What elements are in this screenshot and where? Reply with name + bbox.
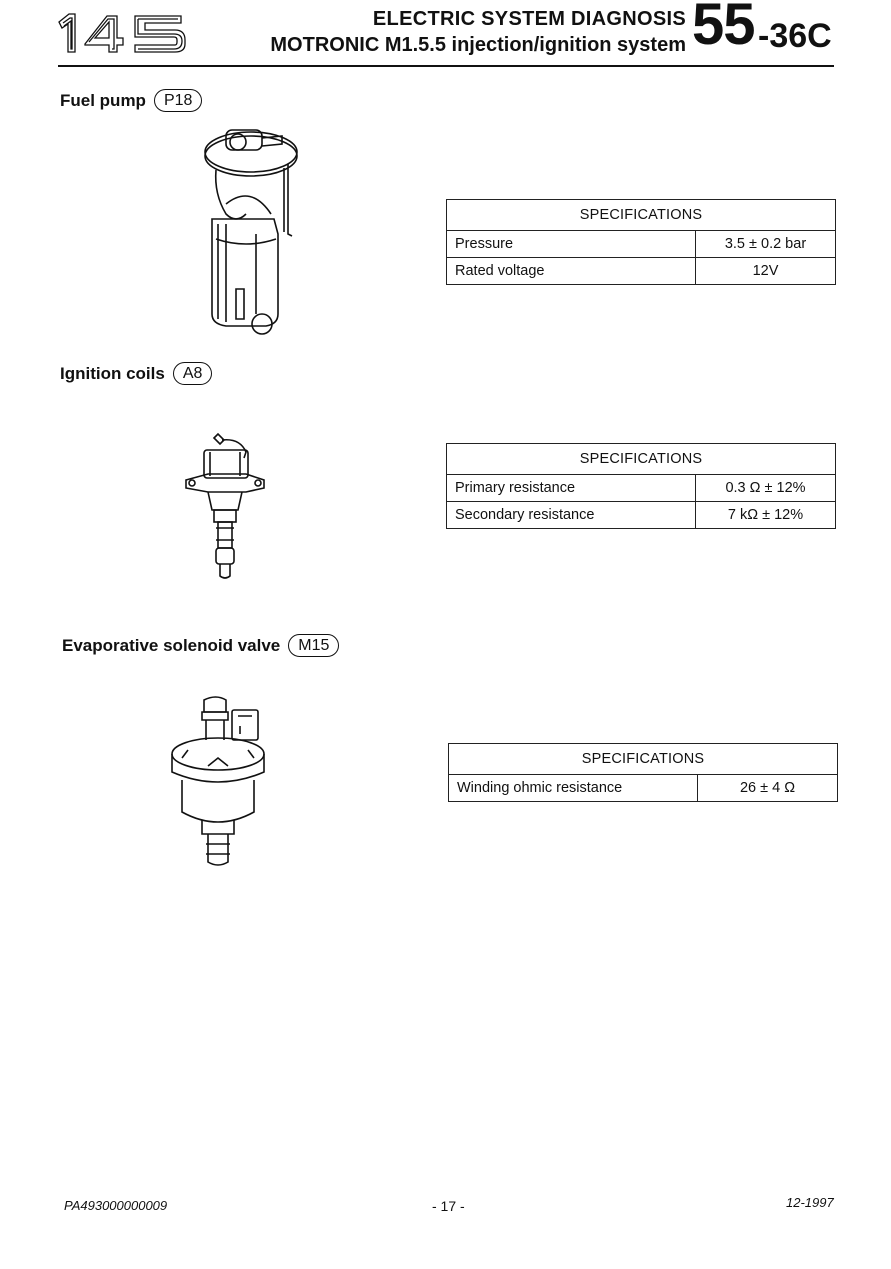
spec-value: 3.5 ± 0.2 bar (696, 231, 836, 258)
table-row (447, 502, 836, 529)
spec-label: Pressure (447, 231, 696, 258)
section-title: Evaporative solenoid valve (62, 635, 281, 655)
spec-label: Winding ohmic resistance (449, 775, 698, 802)
header-title-line1: ELECTRIC SYSTEM DIAGNOSIS (372, 8, 686, 30)
spec-header: SPECIFICATIONS (449, 744, 838, 775)
solenoid-valve-icon (168, 692, 278, 872)
solenoid-valve-spec-table (448, 743, 838, 802)
document-reference: PA493000000009 (64, 1198, 168, 1213)
section-code: -36C (758, 17, 832, 55)
section-title: Fuel pump (60, 90, 146, 110)
component-code-badge: M15 (288, 634, 339, 657)
spec-header: SPECIFICATIONS (447, 444, 836, 475)
model-logo (55, 8, 195, 58)
section-number: 55 (692, 0, 755, 57)
header-divider (58, 65, 834, 67)
spec-value: 0.3 Ω ± 12% (696, 475, 836, 502)
spec-value: 7 kΩ ± 12% (696, 502, 836, 529)
ignition-coils-heading (60, 362, 212, 385)
ignition-coils-spec-table (446, 443, 836, 529)
solenoid-valve-heading (62, 634, 339, 657)
table-row (447, 258, 836, 285)
ignition-coil-icon (180, 430, 270, 585)
table-row (447, 475, 836, 502)
spec-header: SPECIFICATIONS (447, 200, 836, 231)
component-code-badge: A8 (173, 362, 213, 385)
spec-label: Primary resistance (447, 475, 696, 502)
section-title: Ignition coils (60, 363, 165, 383)
fuel-pump-icon (196, 124, 316, 339)
table-row (449, 775, 838, 802)
spec-label: Rated voltage (447, 258, 696, 285)
fuel-pump-spec-table (446, 199, 836, 285)
page-number: - 17 - (432, 1198, 465, 1214)
component-code-badge: P18 (154, 89, 202, 112)
spec-value: 26 ± 4 Ω (698, 775, 838, 802)
spec-label: Secondary resistance (447, 502, 696, 529)
publication-date: 12-1997 (786, 1195, 834, 1210)
fuel-pump-heading (60, 89, 202, 112)
spec-value: 12V (696, 258, 836, 285)
table-row (447, 231, 836, 258)
header-title-line2: MOTRONIC M1.5.5 injection/ignition system (270, 34, 686, 56)
